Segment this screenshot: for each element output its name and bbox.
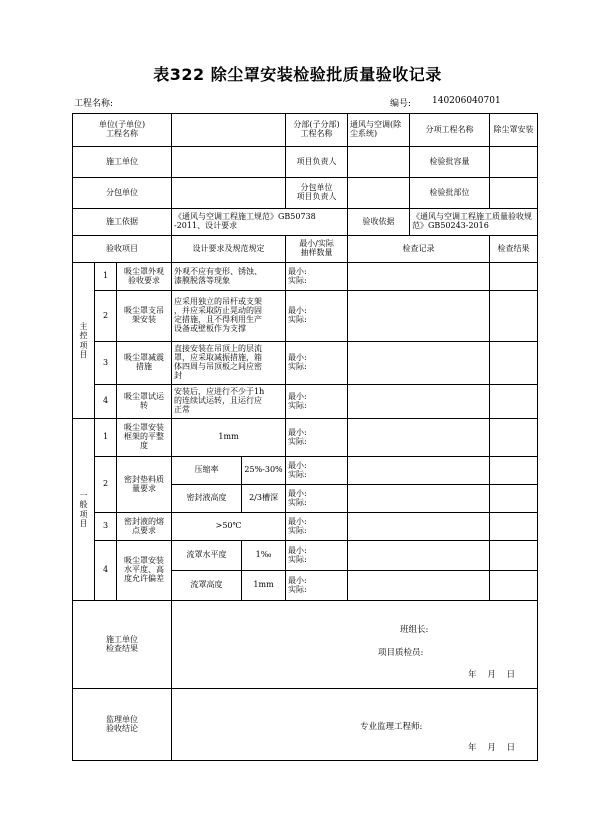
general-item-row	[73, 513, 538, 541]
result-cell[interactable]	[490, 541, 538, 571]
general-item-row	[73, 419, 538, 457]
record-cell[interactable]	[348, 457, 490, 485]
team-leader-label: 班组长:	[400, 625, 429, 635]
sample-cell[interactable]: 最小: 实际:	[286, 485, 348, 513]
item-name: 吸尘罩安装 水平度、高 度允许偏差	[117, 541, 172, 601]
result-cell[interactable]	[490, 485, 538, 513]
record-cell[interactable]	[348, 513, 490, 541]
item-requirement: 直接安装在吊顶上的层流 罩，应采取减振措施，箱 体四周与吊顶板之间应密 封	[172, 342, 286, 385]
record-cell[interactable]	[348, 385, 490, 419]
record-cell[interactable]	[348, 263, 490, 291]
col-item: 验收项目	[73, 236, 172, 263]
contractor-check-area[interactable]	[172, 601, 538, 689]
sub-item-name: 流罩高度	[172, 571, 242, 601]
sample-cell[interactable]: 最小: 实际:	[286, 457, 348, 485]
supervisor-conclusion-area[interactable]	[172, 689, 538, 761]
item-name: 吸尘罩外观 验收要求	[117, 263, 172, 291]
supervisor-row	[73, 689, 538, 761]
record-cell[interactable]	[348, 541, 490, 571]
item-number: 2	[95, 291, 117, 342]
acceptance-basis-value: 《通风与空调工程施工质量验收规 范》GB50243-2016	[410, 209, 538, 236]
sub-item-requirement: 1mm	[242, 571, 286, 601]
subcontractor-value[interactable]	[172, 178, 286, 209]
supervisor-conclusion-label: 监理单位 验收结论	[73, 689, 172, 761]
record-cell[interactable]	[348, 571, 490, 601]
unit-name-value[interactable]	[172, 114, 286, 147]
result-cell[interactable]	[490, 571, 538, 601]
sample-cell[interactable]: 最小: 实际:	[286, 291, 348, 342]
contractor-check-row	[73, 601, 538, 689]
contractor-value[interactable]	[172, 147, 286, 178]
sub-item-requirement: 25%-30%	[242, 457, 286, 485]
batch-capacity-value[interactable]	[490, 147, 538, 178]
col-result: 检查结果	[490, 236, 538, 263]
item-name: 吸尘罩安装 框架的平整 度	[117, 419, 172, 457]
date-label: 年 月 日	[468, 670, 516, 680]
sample-cell[interactable]: 最小: 实际:	[286, 513, 348, 541]
item-number: 4	[95, 385, 117, 419]
item-name: 密封垫料质 量要求	[117, 457, 172, 513]
sample-cell[interactable]: 最小: 实际:	[286, 342, 348, 385]
column-header-row	[73, 236, 538, 263]
main-item-row	[73, 263, 538, 291]
item-name: 密封液的熔 点要求	[117, 513, 172, 541]
sub-item-name: 流罩水平度	[172, 541, 242, 571]
main-item-row	[73, 342, 538, 385]
contractor-label: 施工单位	[73, 147, 172, 178]
sub-pm-label: 分包单位 项目负责人	[286, 178, 348, 209]
item-name: 吸尘罩减震 措施	[117, 342, 172, 385]
col-record: 检查记录	[348, 236, 490, 263]
sample-cell[interactable]: 最小: 实际:	[286, 263, 348, 291]
item-requirement: 1mm	[172, 419, 286, 457]
header-row-basis	[73, 209, 538, 236]
item-number: 2	[95, 457, 117, 513]
record-cell[interactable]	[348, 342, 490, 385]
sub-item-requirement: 1‰	[242, 541, 286, 571]
basis-label: 施工依据	[73, 209, 172, 236]
sub-pm-value[interactable]	[348, 178, 410, 209]
result-cell[interactable]	[490, 263, 538, 291]
main-control-label: 主 控 项 目	[73, 263, 95, 419]
number-label: 编号:	[390, 99, 412, 109]
item-name: 吸尘罩支吊 架安装	[117, 291, 172, 342]
basis-value: 《通风与空调工程施工规范》GB50738 -2011、设计要求	[172, 209, 348, 236]
qc-inspector-label: 项目质检员:	[378, 648, 424, 658]
batch-part-label: 检验批部位	[410, 178, 490, 209]
date-label: 年 月 日	[468, 743, 516, 753]
header-row-subcontractor	[73, 178, 538, 209]
project-name-label: 工程名称:	[74, 99, 114, 109]
subunit-label: 分部(子分部) 工程名称	[286, 114, 348, 147]
supervisor-engineer-label: 专业监理工程师:	[360, 722, 423, 732]
record-cell[interactable]	[348, 419, 490, 457]
record-cell[interactable]	[348, 485, 490, 513]
general-items-label: 一 般 项 目	[73, 419, 95, 601]
general-item-row	[73, 541, 538, 571]
main-item-row	[73, 385, 538, 419]
sample-cell[interactable]: 最小: 实际:	[286, 385, 348, 419]
item-number: 1	[95, 263, 117, 291]
subitem-label: 分项工程名称	[410, 114, 490, 147]
result-cell[interactable]	[490, 419, 538, 457]
sub-item-name: 压缩率	[172, 457, 242, 485]
sample-cell[interactable]: 最小: 实际:	[286, 541, 348, 571]
item-requirement: 外观不应有变形、锈蚀、 漆膜脱落等现象	[172, 263, 286, 291]
inspection-record-table	[72, 113, 538, 761]
sub-item-requirement: 2/3槽深	[242, 485, 286, 513]
document-title: 表322 除尘罩安装检验批质量验收记录	[153, 65, 442, 84]
item-requirement: >50℃	[172, 513, 286, 541]
result-cell[interactable]	[490, 342, 538, 385]
subcontractor-label: 分包单位	[73, 178, 172, 209]
batch-part-value[interactable]	[490, 178, 538, 209]
pm-value[interactable]	[348, 147, 410, 178]
item-number: 3	[95, 513, 117, 541]
item-name: 吸尘罩试运 转	[117, 385, 172, 419]
header-row-unit	[73, 114, 538, 147]
item-requirement: 安装后，应进行不少于1h 的连续试运转，且运行应 正常	[172, 385, 286, 419]
record-cell[interactable]	[348, 291, 490, 342]
pm-label: 项目负责人	[286, 147, 348, 178]
col-design: 设计要求及规范规定	[172, 236, 286, 263]
subunit-value: 通风与空调(除 尘系统)	[348, 114, 410, 147]
result-cell[interactable]	[490, 457, 538, 485]
item-number: 4	[95, 541, 117, 601]
item-requirement: 应采用独立的吊杆或支架 ，并应采取防止晃动的固 定措施，且不得利用生产 设备或壁板作为支撑	[172, 291, 286, 342]
batch-capacity-label: 检验批容量	[410, 147, 490, 178]
col-sample: 最小/实际 抽样数量	[286, 236, 348, 263]
number-value: 140206040701	[432, 96, 501, 106]
item-number: 1	[95, 419, 117, 457]
subitem-value: 除尘罩安装	[490, 114, 538, 147]
acceptance-basis-label: 验收依据	[348, 209, 410, 236]
sample-cell[interactable]: 最小: 实际:	[286, 571, 348, 601]
result-cell[interactable]	[490, 291, 538, 342]
sub-item-name: 密封液高度	[172, 485, 242, 513]
item-number: 3	[95, 342, 117, 385]
main-item-row	[73, 291, 538, 342]
general-item-row	[73, 457, 538, 485]
result-cell[interactable]	[490, 513, 538, 541]
result-cell[interactable]	[490, 385, 538, 419]
header-row-contractor	[73, 147, 538, 178]
sample-cell[interactable]: 最小: 实际:	[286, 419, 348, 457]
unit-name-label: 单位(子单位) 工程名称	[73, 114, 172, 147]
contractor-check-label: 施工单位 检查结果	[73, 601, 172, 689]
